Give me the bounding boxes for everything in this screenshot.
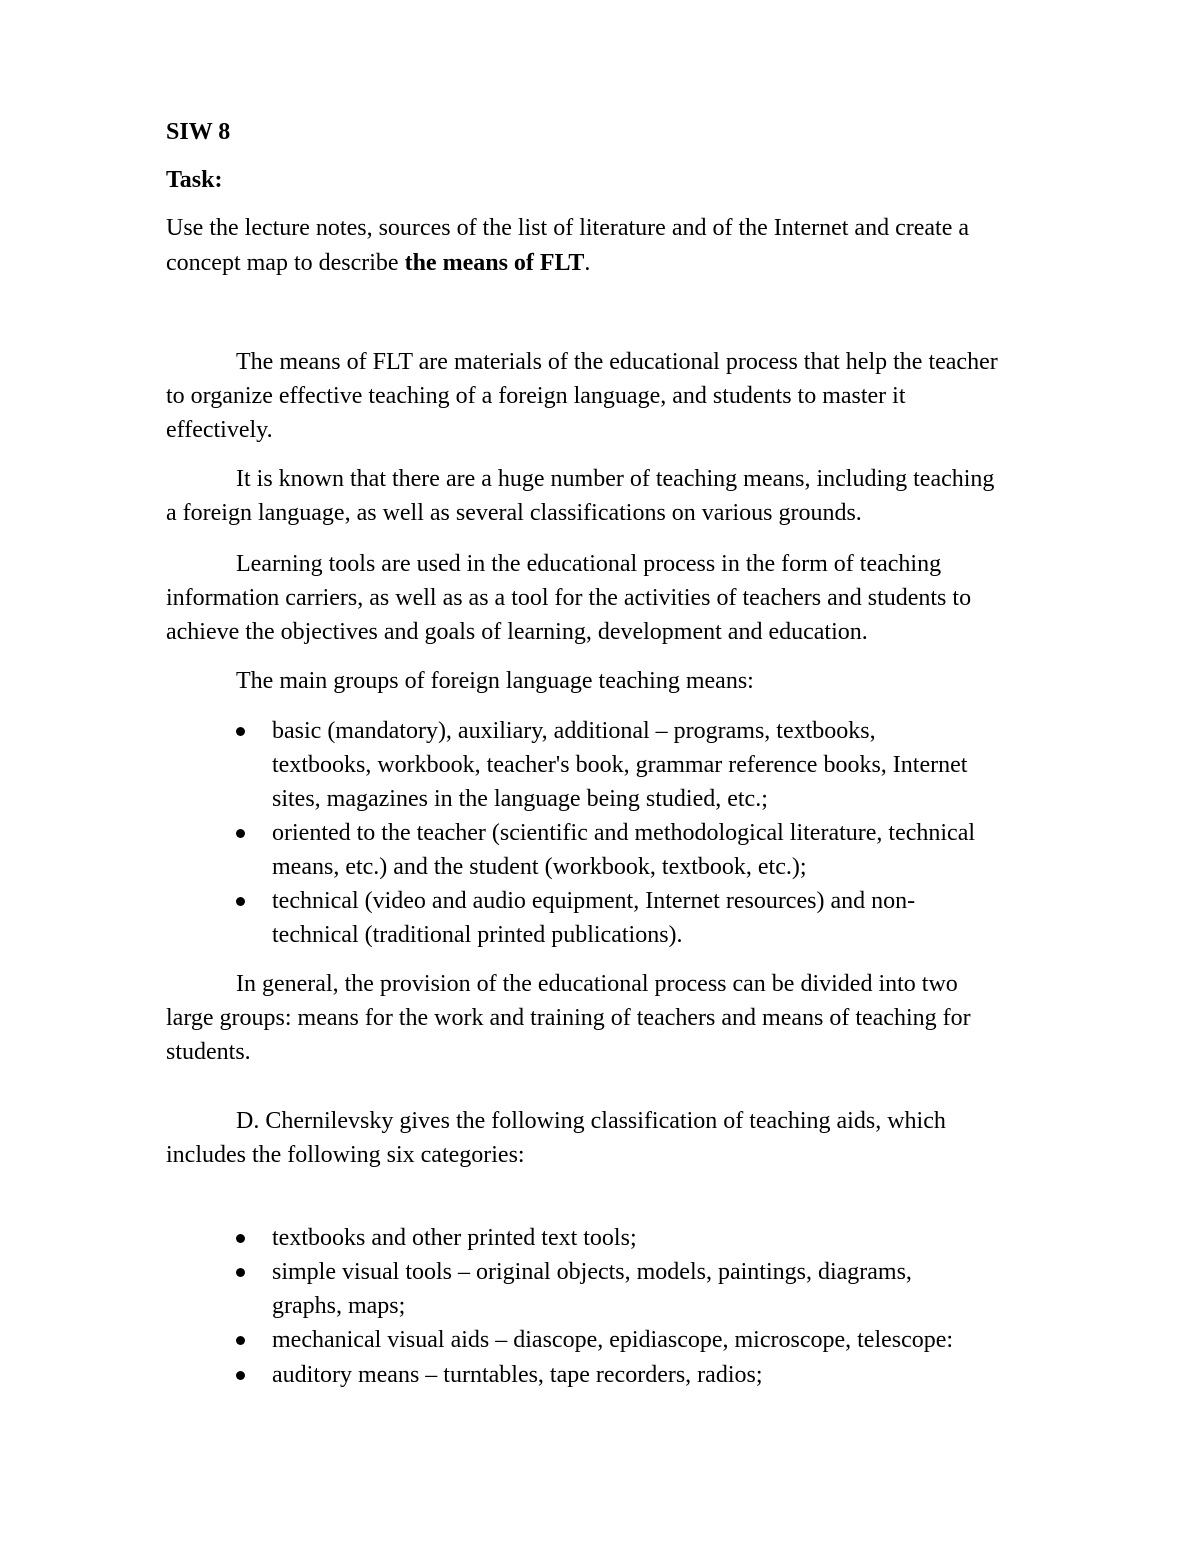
task-text-emphasis: the means of FLT (404, 250, 585, 276)
para-2-line-1: It is known that there are a huge number of teaching means, including teaching (236, 466, 995, 492)
list-1-item-2-line-1: oriented to the teacher (scientific and methodological literature, technical (272, 820, 976, 846)
para-5-line-1: In general, the provision of the educational process can be divided into two (236, 971, 958, 997)
list-1-item-2-line-2: means, etc.) and the student (workbook, textbook, etc.); (272, 854, 807, 880)
task-text-prefix: concept map to describe (166, 250, 405, 276)
list-2-item-3 (272, 1323, 953, 1357)
task-text-suffix: . (584, 250, 591, 276)
para-1-line-1: The means of FLT are materials of the educational process that help the teacher (236, 349, 998, 375)
list-2-item-2-line-1: simple visual tools – original objects, models, paintings, diagrams, (272, 1259, 912, 1285)
para-3-line-2: information carriers, as well as as a tool for the activities of teachers and students to (166, 585, 972, 611)
task-text-line-2 (166, 246, 590, 280)
list-1-item-1-line-3: sites, magazines in the language being studied, etc.; (272, 786, 768, 812)
list-2-item-4-line-1: auditory means – turntables, tape recorders, radios; (272, 1362, 763, 1388)
list-1-item-2 (272, 816, 975, 884)
para-5-line-2: large groups: means for the work and training of teachers and means of teaching for (166, 1005, 971, 1031)
list-2-item-1-line-1: textbooks and other printed text tools; (272, 1225, 637, 1251)
para-3-line-3: achieve the objectives and goals of learning, development and education. (166, 619, 868, 645)
para-6-line-2: includes the following six categories: (166, 1142, 525, 1168)
para-1-line-3: effectively. (166, 417, 273, 443)
task-label: Task: (166, 167, 223, 193)
bullet-icon (236, 1336, 245, 1345)
list-1-item-1 (272, 714, 967, 816)
para-3-line-1: Learning tools are used in the educational process in the form of teaching (236, 551, 942, 577)
para-1-line-2: to organize effective teaching of a foreign language, and students to master it (166, 383, 906, 409)
para-4: The main groups of foreign language teaching means: (236, 668, 754, 694)
list-1-item-3 (272, 884, 915, 952)
bullet-icon (236, 1268, 245, 1277)
para-5-line-3: students. (166, 1039, 251, 1065)
task-text-line-1: Use the lecture notes, sources of the list of literature and of the Internet and create a (166, 215, 969, 241)
list-1-item-1-line-1: basic (mandatory), auxiliary, additional – programs, textbooks, (272, 718, 876, 744)
doc-title: SIW 8 (166, 119, 231, 145)
list-1-item-1-line-2: textbooks, workbook, teacher's book, grammar reference books, Internet (272, 752, 968, 778)
bullet-icon (236, 829, 245, 838)
bullet-icon (236, 1234, 245, 1243)
bullet-icon (236, 897, 245, 906)
list-2-item-2-line-2: graphs, maps; (272, 1293, 406, 1319)
list-2-item-4 (272, 1358, 763, 1392)
list-1-item-3-line-1: technical (video and audio equipment, Internet resources) and non- (272, 888, 916, 914)
list-2-item-2 (272, 1255, 912, 1323)
list-2-item-1 (272, 1221, 637, 1255)
list-1-item-3-line-2: technical (traditional printed publications). (272, 922, 683, 948)
bullet-icon (236, 727, 245, 736)
list-2-item-3-line-1: mechanical visual aids – diascope, epidiascope, microscope, telescope: (272, 1327, 954, 1353)
bullet-icon (236, 1371, 245, 1380)
para-2-line-2: a foreign language, as well as several classifications on various grounds. (166, 500, 862, 526)
para-6-line-1: D. Chernilevsky gives the following classification of teaching aids, which (236, 1108, 946, 1134)
